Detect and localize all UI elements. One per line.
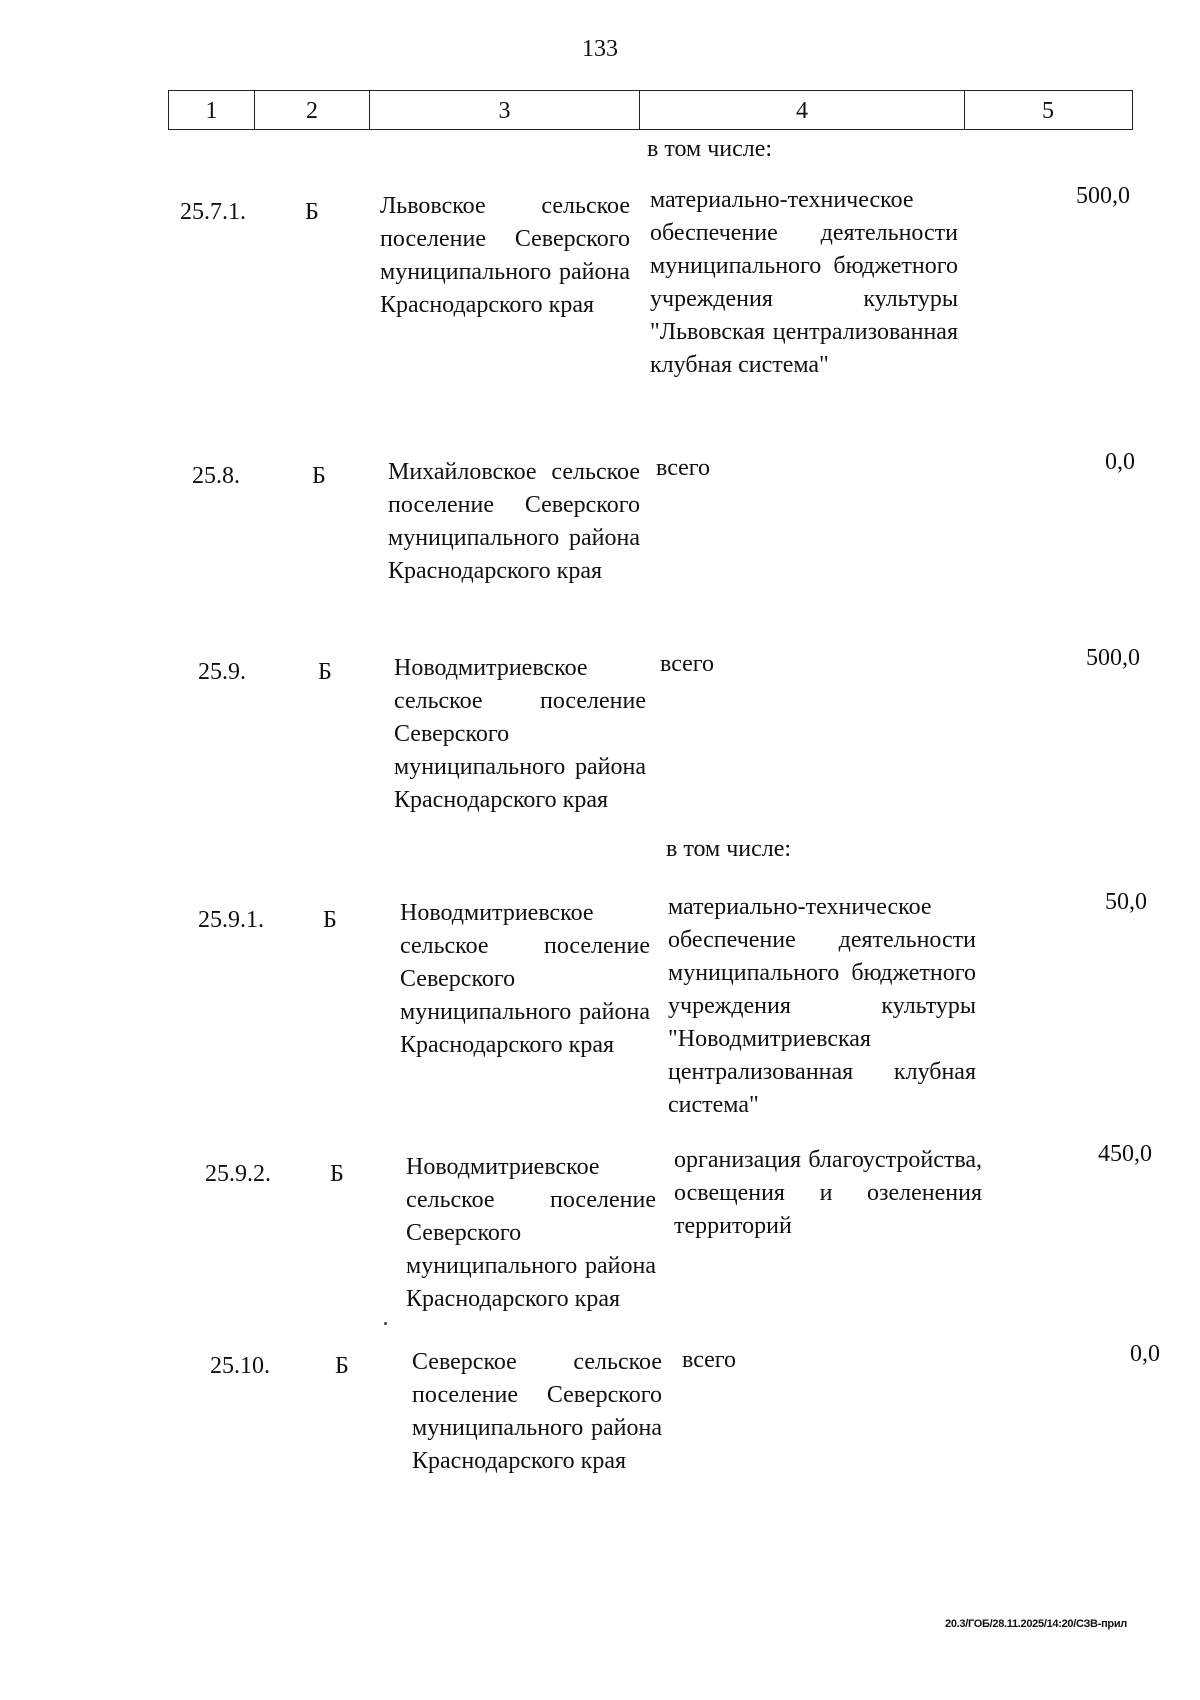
settlement-name: Новодмитриевское сельское поселение Северского муниципального района Краснодарского края [394,655,646,813]
amount-value: 500,0 [1076,183,1130,209]
row-number: 25.8. [192,463,240,489]
amount-value: 0,0 [1130,1341,1160,1367]
amount-value: 50,0 [1105,889,1147,915]
row-code: Б [318,659,332,685]
amount-value: 450,0 [1098,1141,1152,1167]
including-label: в том числе: [647,136,773,162]
purpose-text: материально-техническое обеспечение деятельности муниципального бюджетного учреждения культуры "Львовская централизованная клубная система" [650,187,958,378]
settlement-name: Северское сельское поселение Северского муниципального района Краснодарского края [412,1349,662,1474]
row-code: Б [335,1353,349,1379]
row-code: Б [305,199,319,225]
row-code: Б [312,463,326,489]
row-number: 25.10. [210,1353,270,1379]
settlement-name: Новодмитриевское сельское поселение Северского муниципального района Краснодарского края [406,1154,656,1312]
settlement-name: Новодмитриевское сельское поселение Северского муниципального района Краснодарского края [400,900,650,1058]
column-header-3: 3 [369,91,639,129]
amount-value: 0,0 [1105,449,1135,475]
row-code: Б [323,907,337,933]
footer-registration-code: 20.3/ГОБ/28.11.2025/14:20/СЗВ-прил [945,1618,1127,1630]
column-header-1: 1 [205,98,218,124]
purpose-text: всего [682,1347,737,1373]
including-label: в том числе: [666,836,792,862]
column-header-5: 5 [964,91,1131,129]
row-number: 25.9. [198,659,246,685]
amount-value: 500,0 [1086,645,1140,671]
purpose-text: материально-техническое обеспечение деятельности муниципального бюджетного учреждения культуры "Новодмитриевская централизованная клубная система" [668,894,976,1118]
column-header-4: 4 [639,91,964,129]
row-number: 25.9.1. [198,907,264,933]
page-number: 133 [582,36,618,62]
settlement-name: Львовское сельское поселение Северского муниципального района Краснодарского края [380,193,630,318]
purpose-text: всего [656,455,711,481]
purpose-text: всего [660,651,715,677]
settlement-name: Михайловское сельское поселение Северского муниципального района Краснодарского края [388,459,640,584]
row-number: 25.7.1. [180,199,246,225]
row-code: Б [330,1161,344,1187]
scan-speck [384,1322,387,1325]
column-header-table [168,90,1133,130]
column-header-2: 2 [254,91,369,129]
row-number: 25.9.2. [205,1161,271,1187]
purpose-text: организация благоустройства, освещения и озеленения территорий [674,1147,982,1239]
